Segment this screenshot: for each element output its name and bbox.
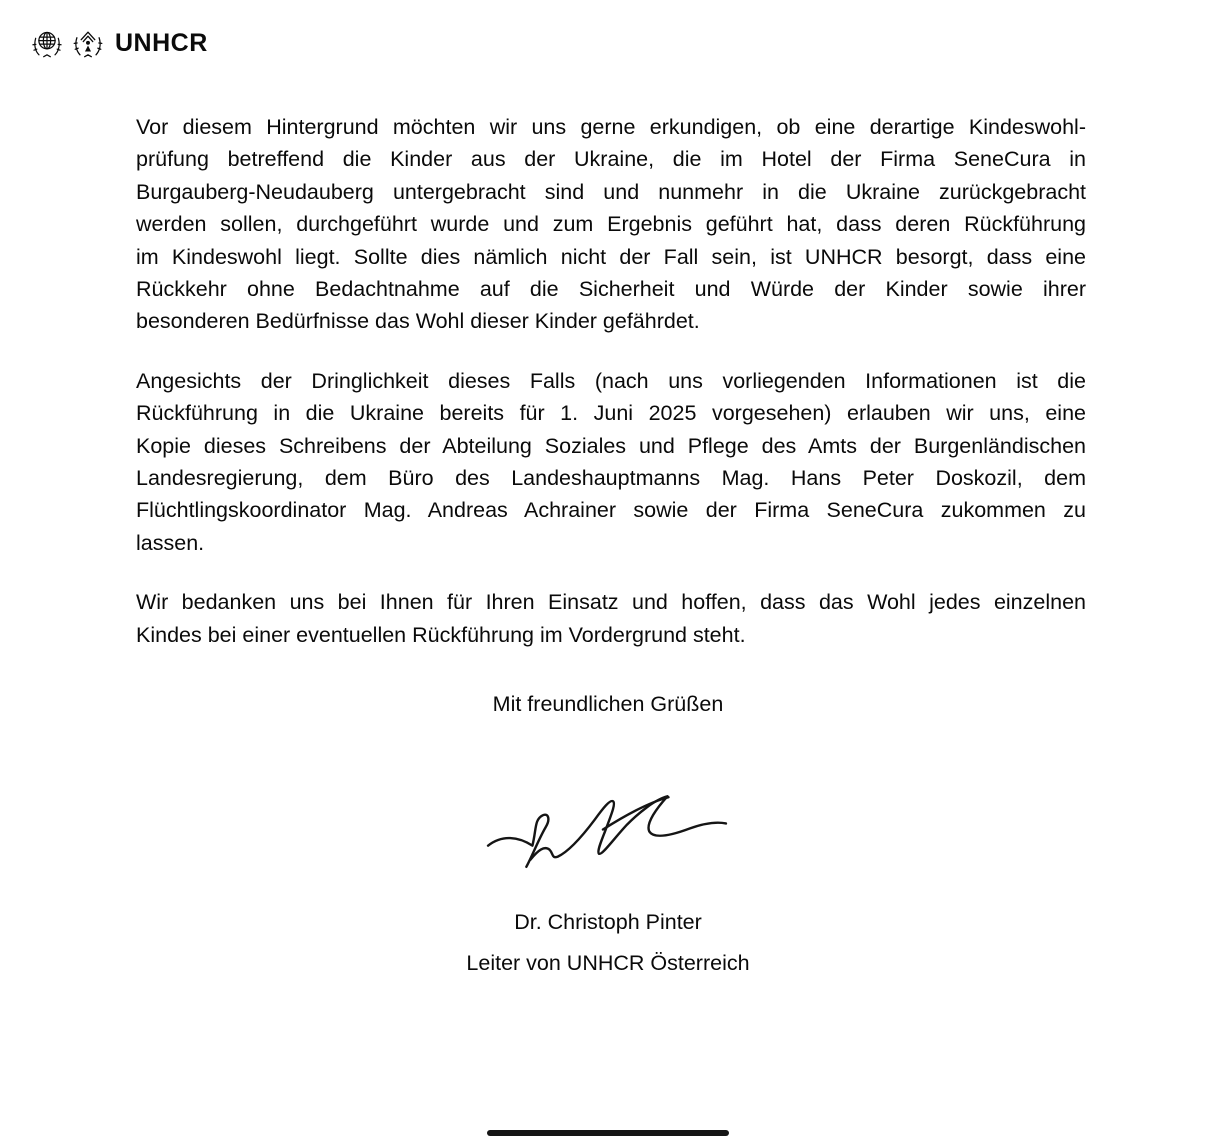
home-indicator-handle[interactable] [487, 1130, 729, 1136]
unhcr-wordmark: UNHCR [115, 28, 208, 57]
body-line: Rückführung in die Ukraine bereits für 1. Juni 2025 vorgesehen) erlauben wir uns, eine [136, 401, 1086, 426]
paragraph-2 [136, 365, 1086, 559]
signer-title: Leiter von UNHCR Österreich [466, 951, 750, 975]
body-line: prüfung betreffend die Kinder aus der Ukraine, die im Hotel der Firma SeneCura in [136, 147, 1086, 172]
body-line: werden sollen, durchgeführt wurde und zum Ergebnis geführt hat, dass deren Rückführung [136, 212, 1086, 237]
body-line: Kopie dieses Schreibens der Abteilung Soziales und Pflege des Amts der Burgenländischen [136, 433, 1086, 458]
body-line: Kindes bei einer eventuellen Rückführung im Vordergrund steht. [136, 622, 746, 647]
signer-name: Dr. Christoph Pinter [514, 910, 702, 934]
body-line: lassen. [136, 530, 205, 555]
unhcr-emblem-icon [71, 25, 105, 61]
body-line: Wir bedanken uns bei Ihnen für Ihren Einsatz und hoffen, dass das Wohl jedes einzelnen [136, 590, 1086, 615]
body-line: Vor diesem Hintergrund möchten wir uns gerne erkundigen, ob eine derartige Kindeswohl- [136, 115, 1086, 139]
body-line: Landesregierung, dem Büro des Landeshauptmanns Mag. Hans Peter Doskozil, dem [136, 466, 1086, 491]
letter-body [136, 111, 1086, 678]
un-emblem-icon [30, 25, 64, 61]
body-line: im Kindeswohl liegt. Sollte dies nämlich nicht der Fall sein, ist UNHCR besorgt, dass eine [136, 244, 1086, 269]
handwritten-signature [482, 778, 734, 876]
paragraph-3 [136, 586, 1086, 651]
body-line: Burgauberg-Neudauberg untergebracht sind und nunmehr in die Ukraine zurückgebracht [136, 179, 1086, 204]
body-line: Flüchtlingskoordinator Mag. Andreas Achrainer sowie der Firma SeneCura zukommen zu [136, 498, 1086, 523]
closing-salutation: Mit freundlichen Grüßen [492, 692, 724, 716]
body-line: besonderen Bedürfnisse das Wohl dieser Kinder gefährdet. [136, 309, 700, 334]
body-line: Rückkehr ohne Bedachtnahme auf die Sicherheit und Würde der Kinder sowie ihrer [136, 277, 1086, 302]
body-line: Angesichts der Dringlichkeit dieses Falls (nach uns vorliegenden Informationen ist die [136, 368, 1086, 393]
paragraph-1 [136, 111, 1086, 338]
letterhead [30, 24, 208, 62]
